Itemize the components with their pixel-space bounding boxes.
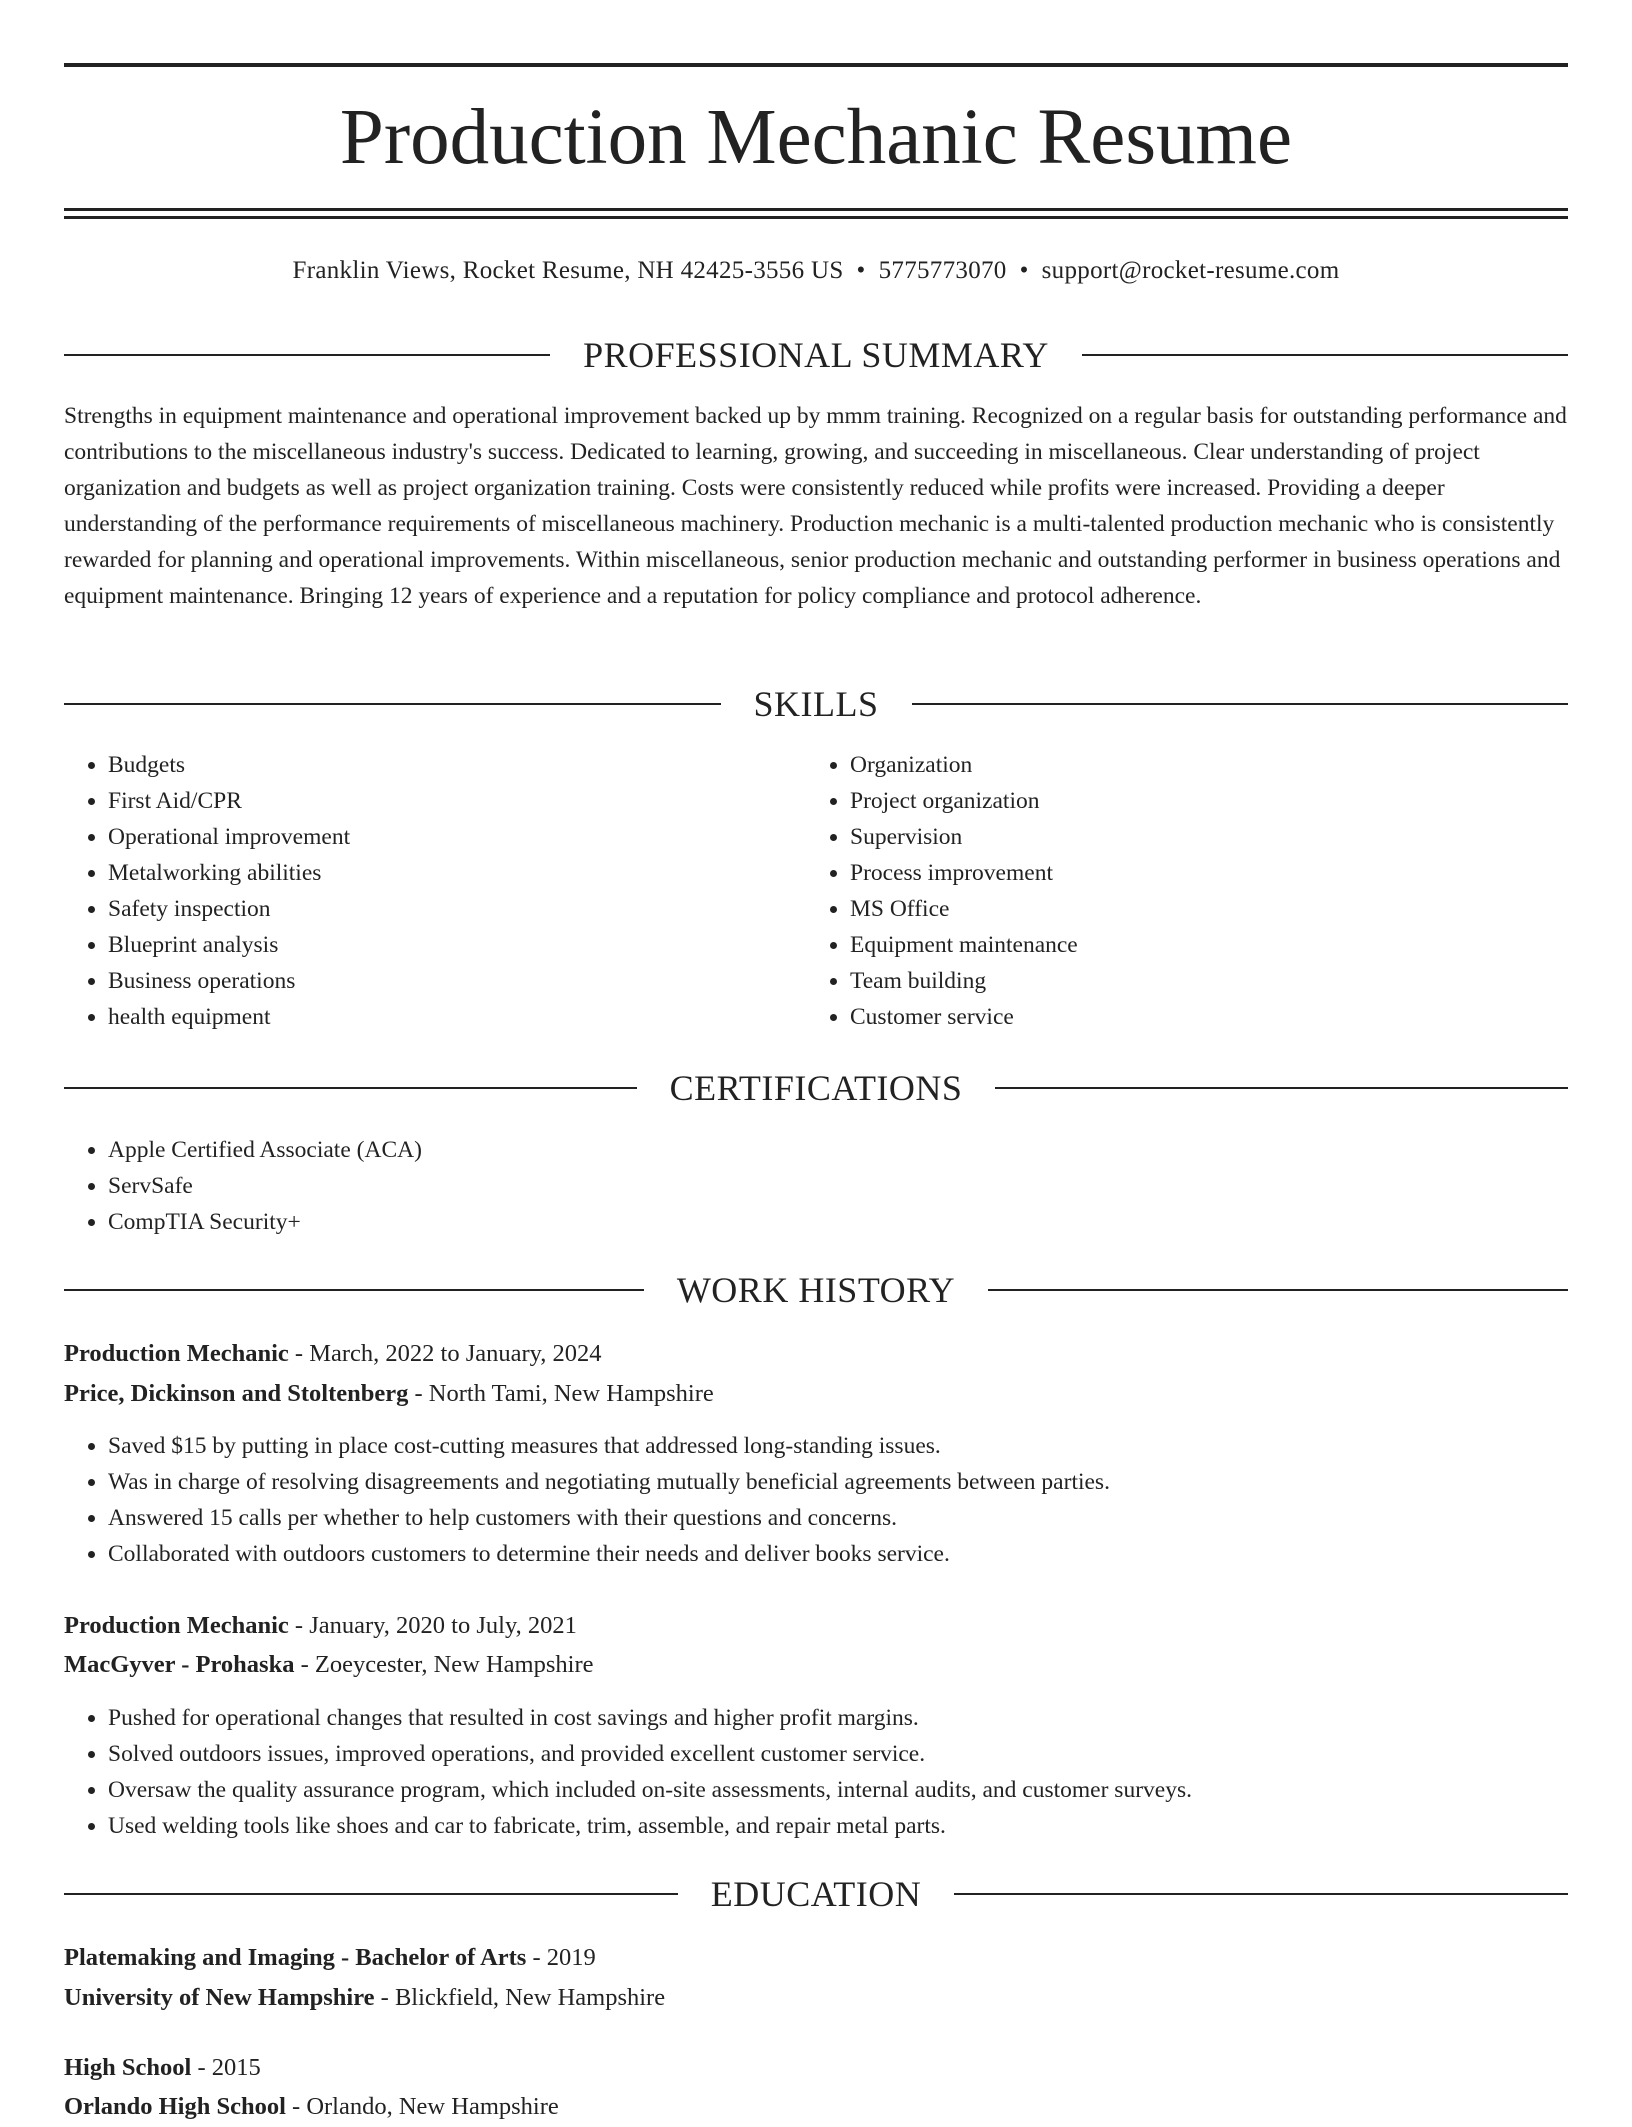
page-title: Production Mechanic Resume <box>339 94 1293 181</box>
education-year: - 2019 <box>526 1944 596 1971</box>
skill-item: • Team building <box>850 963 1550 999</box>
title-rule-upper <box>64 208 1568 211</box>
certification-item: • Apple Certified Associate (ACA) <box>108 1132 1508 1168</box>
skill-item: • Business operations <box>108 963 808 999</box>
contact-email: support@rocket-resume.com <box>1041 257 1340 284</box>
contact-line <box>64 253 1568 289</box>
section-header-certifications <box>64 1066 1568 1110</box>
title-rule-lower <box>64 216 1568 219</box>
certifications-list <box>64 1132 1508 1240</box>
education-location: - Orlando, New Hampshire <box>285 2093 559 2120</box>
job-bullet: • Oversaw the quality assurance program, which included on-site assessments, internal audits, and customer surveys. <box>108 1772 1568 1808</box>
skill-item: • Safety inspection <box>108 891 808 927</box>
skill-item: • First Aid/CPR <box>108 783 808 819</box>
job-header <box>64 1606 1568 1646</box>
education-year: - 2015 <box>191 2054 261 2081</box>
skill-item: • Customer service <box>850 999 1550 1035</box>
job-bullet: • Used welding tools like shoes and car to fabricate, trim, assemble, and repair metal parts. <box>108 1808 1568 1844</box>
job-company: Price, Dickinson and Stoltenberg <box>64 1380 409 1407</box>
job-company-line <box>64 1374 1568 1414</box>
job-bullet: • Was in charge of resolving disagreements and negotiating mutually beneficial agreements between parties. <box>108 1464 1568 1500</box>
education-degree: High School <box>64 2054 192 2081</box>
job-company-line <box>64 1645 1568 1685</box>
education-school: University of New Hampshire <box>64 1984 375 2011</box>
skill-item: • Metalworking abilities <box>108 855 808 891</box>
job-dates: - January, 2020 to July, 2021 <box>288 1612 577 1639</box>
education-school-line <box>64 2087 1568 2127</box>
section-header-work-history <box>64 1268 1568 1312</box>
section-header-summary <box>64 333 1568 377</box>
skill-item: • Operational improvement <box>108 819 808 855</box>
separator-dot: • <box>856 257 866 284</box>
certification-item: • ServSafe <box>108 1168 1508 1204</box>
skill-item: • Budgets <box>108 747 808 783</box>
skill-item: • MS Office <box>850 891 1550 927</box>
section-title-work-history: WORK HISTORY <box>676 1270 956 1310</box>
job-bullet: • Pushed for operational changes that resulted in cost savings and higher profit margins. <box>108 1700 1568 1736</box>
skill-item: • Blueprint analysis <box>108 927 808 963</box>
skill-item: • Project organization <box>850 783 1550 819</box>
section-header-skills <box>64 682 1568 726</box>
skills-list-right <box>806 747 1550 1035</box>
section-title-summary: PROFESSIONAL SUMMARY <box>583 335 1049 375</box>
skill-item: • Equipment maintenance <box>850 927 1550 963</box>
job-dates: - March, 2022 to January, 2024 <box>288 1340 602 1367</box>
job-location: - Zoeycester, New Hampshire <box>294 1651 594 1678</box>
education-school: Orlando High School <box>64 2093 286 2120</box>
job-bullet: • Saved $15 by putting in place cost-cutting measures that addressed long-standing issues. <box>108 1428 1568 1464</box>
education-degree: Platemaking and Imaging - Bachelor of Arts <box>64 1944 527 1971</box>
job-title: Production Mechanic <box>64 1612 289 1639</box>
job-bullets <box>64 1700 1568 1844</box>
section-title-education: EDUCATION <box>710 1874 922 1914</box>
job-bullet: • Solved outdoors issues, improved operations, and provided excellent customer service. <box>108 1736 1568 1772</box>
section-title-skills: SKILLS <box>753 684 879 724</box>
education-header <box>64 2048 1568 2088</box>
contact-address: Franklin Views, Rocket Resume, NH 42425-3556 US <box>292 257 844 284</box>
job-header <box>64 1334 1568 1374</box>
skills-list-left <box>64 747 808 1035</box>
section-header-education <box>64 1872 1568 1916</box>
summary-paragraph: Strengths in equipment maintenance and operational improvement backed up by mmm training. Recognized on a regular basis for outstanding performance and contributions to the miscellaneous industry's success. Dedicated to learning, growing, and succeeding in miscellaneous. Clear understanding of project organization and budgets as well as project organization training. Costs were consistently reduced while profits were increased. Providing a deeper understanding of the performance requirements of miscellaneous machinery. Production mechanic is a multi-talented production mechanic who is consistently rewarded for planning and operational improvements. Within miscellaneous, senior production mechanic and outstanding performer in business operations and equipment maintenance. Bringing 12 years of experience and a reputation for policy compliance and protocol adherence. <box>64 403 1567 609</box>
skill-item: • Process improvement <box>850 855 1550 891</box>
separator-dot: • <box>1019 257 1029 284</box>
certification-item: • CompTIA Security+ <box>108 1204 1508 1240</box>
contact-phone: 5775773070 <box>878 257 1007 284</box>
skill-item: • Organization <box>850 747 1550 783</box>
skill-item: • health equipment <box>108 999 808 1035</box>
job-company: MacGyver - Prohaska <box>64 1651 295 1678</box>
job-location: - North Tami, New Hampshire <box>408 1380 714 1407</box>
job-bullet: • Answered 15 calls per whether to help customers with their questions and concerns. <box>108 1500 1568 1536</box>
top-rule <box>64 63 1568 67</box>
skill-item: • Supervision <box>850 819 1550 855</box>
education-header <box>64 1938 1568 1978</box>
job-title: Production Mechanic <box>64 1340 289 1367</box>
job-bullets <box>64 1428 1568 1572</box>
section-title-certifications: CERTIFICATIONS <box>669 1068 963 1108</box>
education-school-line <box>64 1978 1568 2018</box>
education-location: - Blickfield, New Hampshire <box>374 1984 666 2011</box>
job-bullet: • Collaborated with outdoors customers to determine their needs and deliver books service. <box>108 1536 1568 1572</box>
